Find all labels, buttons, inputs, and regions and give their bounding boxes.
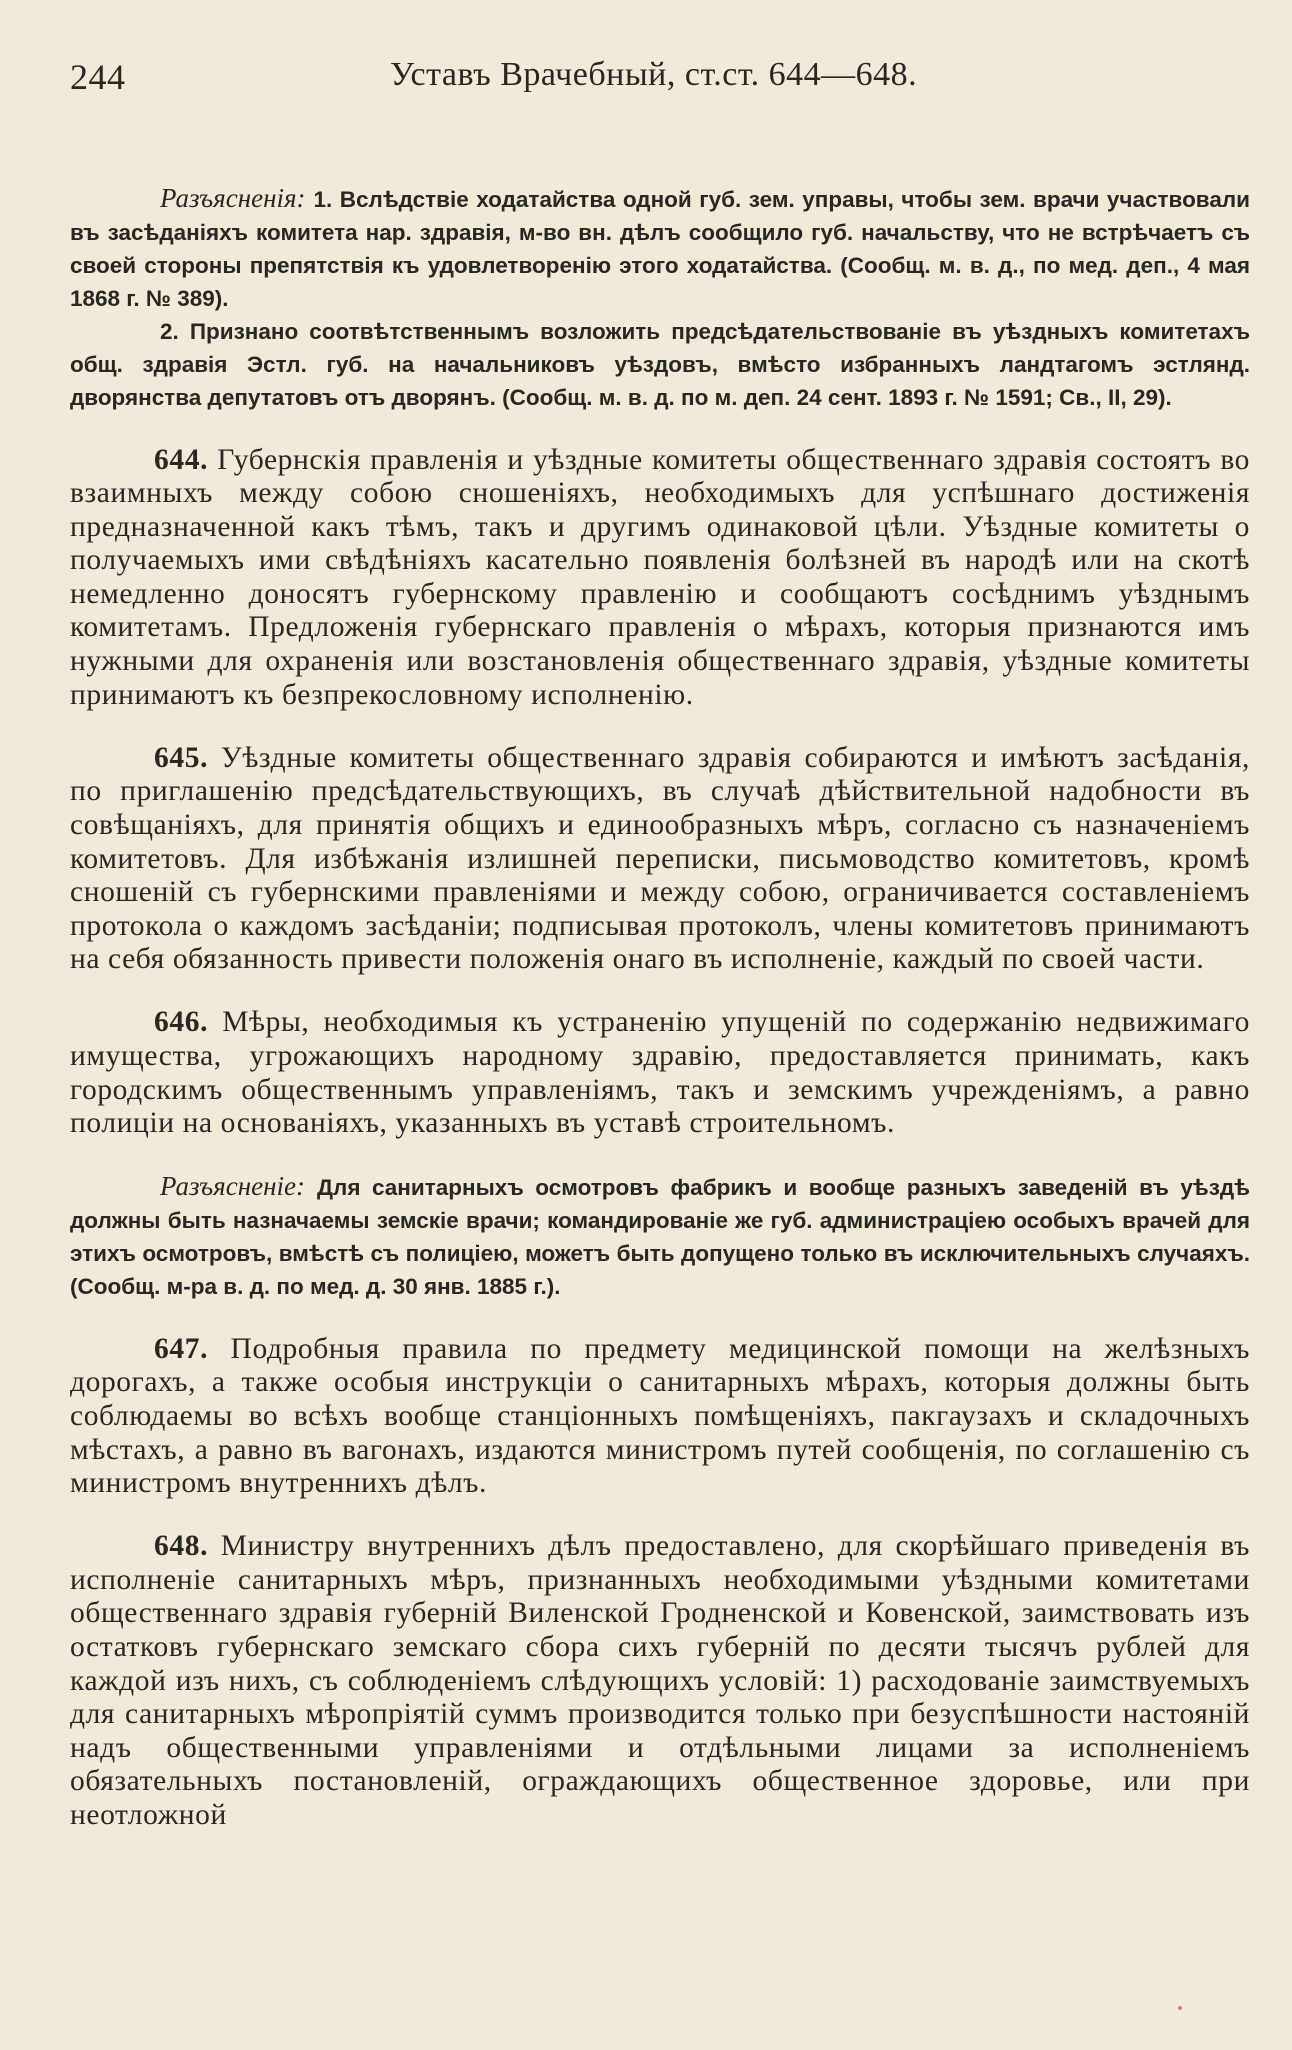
article-645: 645. Уѣздные комитеты общественнаго здравія собираются и имѣютъ засѣданія, по приглашенію предсѣдательствующихъ, въ случаѣ дѣйствительной надобности въ совѣщаніяхъ, для принятія общихъ и единообразныхъ мѣръ, согласно съ назначеніемъ комитетовъ. Для избѣжанія излишней переписки, письмоводство комитетовъ, кромѣ сношеній съ губернскими правленіями и между собою, ограничивается составленіемъ протокола о каждомъ засѣданіи; подписывая протоколъ, члены комитетовъ принимаютъ на себя обязанность привести положенія онаго въ исполненіе, каждый по своей части.	[70, 741, 1250, 976]
note-explanation-1: Разъясненія: 1. Вслѣдствіе ходатайства одной губ. зем. управы, чтобы зем. врачи участвовали въ засѣданіяхъ комитета нар. здравія, м-во вн. дѣлъ сообщило губ. начальству, что не встрѣчаетъ съ своей стороны препятствія къ удовлетворенію этого ходатайства. (Сообщ. м. в. д., по мед. деп., 4 мая 1868 г. № 389).	[70, 183, 1250, 311]
article-648: 648. Министру внутреннихъ дѣлъ предоставлено, для скорѣйшаго приведенія въ исполненіе санитарныхъ мѣръ, признанныхъ необходимыми уѣздными комитетами общественнаго здравія губерній Виленской Гродненской и Ковенской, заимствовать изъ остатковъ губернскаго земскаго сбора сихъ губерній по десяти тысячъ рублей для каждой изъ нихъ, съ соблюденіемъ слѣдующихъ условій: 1) расходованіе заимствуемыхъ для санитарныхъ мѣропріятій суммъ производится только при безуспѣшности настояній надъ общественными управленіями и отдѣльными лицами за исполненіемъ обязательныхъ постановленій, ограждающихъ общественное здоровье, или при неотложной	[70, 1530, 1250, 1831]
article-number: 644	[154, 443, 201, 476]
article-644: 644. Губернскія правленія и уѣздные комитеты общественнаго здравія состоятъ во взаимныхъ между собою сношеніяхъ, необходимыхъ для успѣшнаго достиженія предназначенной какъ тѣмъ, такъ и другимъ одинаковой цѣли. Уѣздные комитеты о получаемыхъ ими свѣдѣніяхъ касательно появленія болѣзней въ народѣ или на скотѣ немедленно доносятъ губернскому правленію и сообщаютъ сосѣднимъ уѣзднымъ комитетамъ. Предложенія губернскаго правленія о мѣрахъ, которыя признаются имъ нужными для охраненія или возстановленія общественнаго здравія, уѣздные комитеты принимаютъ къ безпрекословному исполненію.	[70, 443, 1250, 711]
running-title: Уставъ Врачебный, ст.ст. 644—648.	[390, 56, 918, 93]
article-number: 646	[154, 1006, 201, 1039]
article-text: Губернскія правленія и уѣздные комитеты общественнаго здравія состоятъ во взаимныхъ между собою сношеніяхъ, необходимыхъ для успѣшнаго достиженія предназначенной какъ тѣмъ, такъ и другимъ одинаковой цѣли. Уѣздные комитеты о получаемыхъ ими свѣдѣніяхъ касательно появленія болѣзней въ народѣ или на скотѣ немедленно доносятъ губернскому правленію и сообщаютъ сосѣднимъ уѣзднымъ комитетамъ. Предложенія губернскаго правленія о мѣрахъ, которыя признаются имъ нужными для охраненія или возстановленія общественнаго здравія, уѣздные комитеты принимаютъ къ безпрекословному исполненію.	[70, 443, 1250, 711]
note-explanation-2: 2. Признано соотвѣтственнымъ возложить предсѣдательствованіе въ уѣздныхъ комитетахъ общ. здравія Эстл. губ. на начальниковъ уѣздовъ, вмѣсто избранныхъ ландтагомъ эстлянд. дворянства депутатовъ отъ дворянъ. (Сообщ. м. в. д. по м. деп. 24 сент. 1893 г. № 1591; Св., II, 29).	[70, 319, 1250, 410]
page-number: 244	[70, 57, 126, 97]
note-explanation-646: Разъясненіе: Для санитарныхъ осмотровъ фабрикъ и вообще разныхъ заведеній въ уѣздѣ должны быть назначаемы земскіе врачи; командированіе же губ. администраціею особыхъ врачей для этихъ осмотровъ, вмѣстѣ съ полиціею, можетъ быть допущено только въ исключительныхъ случаяхъ. (Сообщ. м-ра в. д. по мед. д. 30 янв. 1885 г.).	[70, 1171, 1250, 1300]
article-number: 647	[154, 1332, 201, 1365]
ink-smudge	[1178, 2006, 1182, 2010]
article-text: Уѣздные комитеты общественнаго здравія собираются и имѣютъ засѣданія, по приглашенію предсѣдательствующихъ, въ случаѣ дѣйствительной надобности въ совѣщаніяхъ, для принятія общихъ и единообразныхъ мѣръ, согласно съ назначеніемъ комитетовъ. Для избѣжанія излишней переписки, письмоводство комитетовъ, кромѣ сношеній съ губернскими правленіями и между собою, ограничивается составленіемъ протокола о каждомъ засѣданіи; подписывая протоколъ, члены комитетовъ принимаютъ на себя обязанность привести положенія онаго въ исполненіе, каждый по своей части.	[70, 741, 1250, 976]
note-label: Разъясненія	[160, 183, 297, 213]
page-header	[70, 50, 1250, 120]
article-text: Подробныя правила по предмету медицинской помощи на желѣзныхъ дорогахъ, а также особыя инструкціи о санитарныхъ мѣрахъ, которыя должны быть соблюдаемы во всѣхъ вообще станціонныхъ помѣщеніяхъ, пакгаузахъ и складочныхъ мѣстахъ, а равно въ вагонахъ, издаются министромъ путей сообщенія, по соглашенію съ министромъ внутреннихъ дѣлъ.	[70, 1332, 1251, 1500]
article-text: Мѣры, необходимыя къ устраненію упущеній по содержанію недвижимаго имущества, угрожающихъ народному здравію, предоставляется принимать, какъ городскимъ общественнымъ управленіямъ, такъ и земскимъ учрежденіямъ, а равно полиціи на основаніяхъ, указанныхъ въ уставѣ строительномъ.	[70, 1006, 1250, 1140]
article-646: 646. Мѣры, необходимыя къ устраненію упущеній по содержанію недвижимаго имущества, угрожающихъ народному здравію, предоставляется принимать, какъ городскимъ общественнымъ управленіямъ, такъ и земскимъ учрежденіямъ, а равно полиціи на основаніяхъ, указанныхъ въ уставѣ строительномъ.	[70, 1006, 1250, 1140]
note-label: Разъясненіе	[160, 1171, 296, 1202]
article-number: 648	[154, 1530, 201, 1563]
article-text: Министру внутреннихъ дѣлъ предоставлено, для скорѣйшаго приведенія въ исполненіе санитарныхъ мѣръ, признанныхъ необходимыми уѣздными комитетами общественнаго здравія губерній Виленской Гродненской и Ковенской, заимствовать изъ остатковъ губернскаго земскаго сбора сихъ губерній по десяти тысячъ рублей для каждой изъ нихъ, съ соблюденіемъ слѣдующихъ условій: 1) расходованіе заимствуемыхъ для санитарныхъ мѣропріятій суммъ производится только при безуспѣшности настояній надъ общественными управленіями и отдѣльными лицами за исполненіемъ обязательныхъ постановленій, ограждающихъ общественное здоровье, или при неотложной	[70, 1530, 1250, 1831]
note-text: Для санитарныхъ осмотровъ фабрикъ и вообще разныхъ заведеній въ уѣздѣ должны быть назначаемы земскіе врачи; командированіе же губ. администраціею особыхъ врачей для этихъ осмотровъ, вмѣстѣ съ полиціею, можетъ быть допущено только въ исключительныхъ случаяхъ. (Сообщ. м-ра в. д. по мед. д. 30 янв. 1885 г.).	[70, 1175, 1250, 1300]
note-text: 1. Вслѣдствіе ходатайства одной губ. зем. управы, чтобы зем. врачи участвовали въ засѣданіяхъ комитета нар. здравія, м-во вн. дѣлъ сообщило губ. начальству, что не встрѣчаетъ съ своей стороны препятствія къ удовлетворенію этого ходатайства. (Сообщ. м. в. д., по мед. деп., 4 мая 1868 г. № 389).	[70, 187, 1250, 311]
article-number: 645	[154, 741, 201, 774]
article-647: 647. Подробныя правила по предмету медицинской помощи на желѣзныхъ дорогахъ, а также особыя инструкціи о санитарныхъ мѣрахъ, которыя должны быть соблюдаемы во всѣхъ вообще станціонныхъ помѣщеніяхъ, пакгаузахъ и складочныхъ мѣстахъ, а равно въ вагонахъ, издаются министромъ путей сообщенія, по соглашенію съ министромъ внутреннихъ дѣлъ.	[70, 1332, 1251, 1500]
